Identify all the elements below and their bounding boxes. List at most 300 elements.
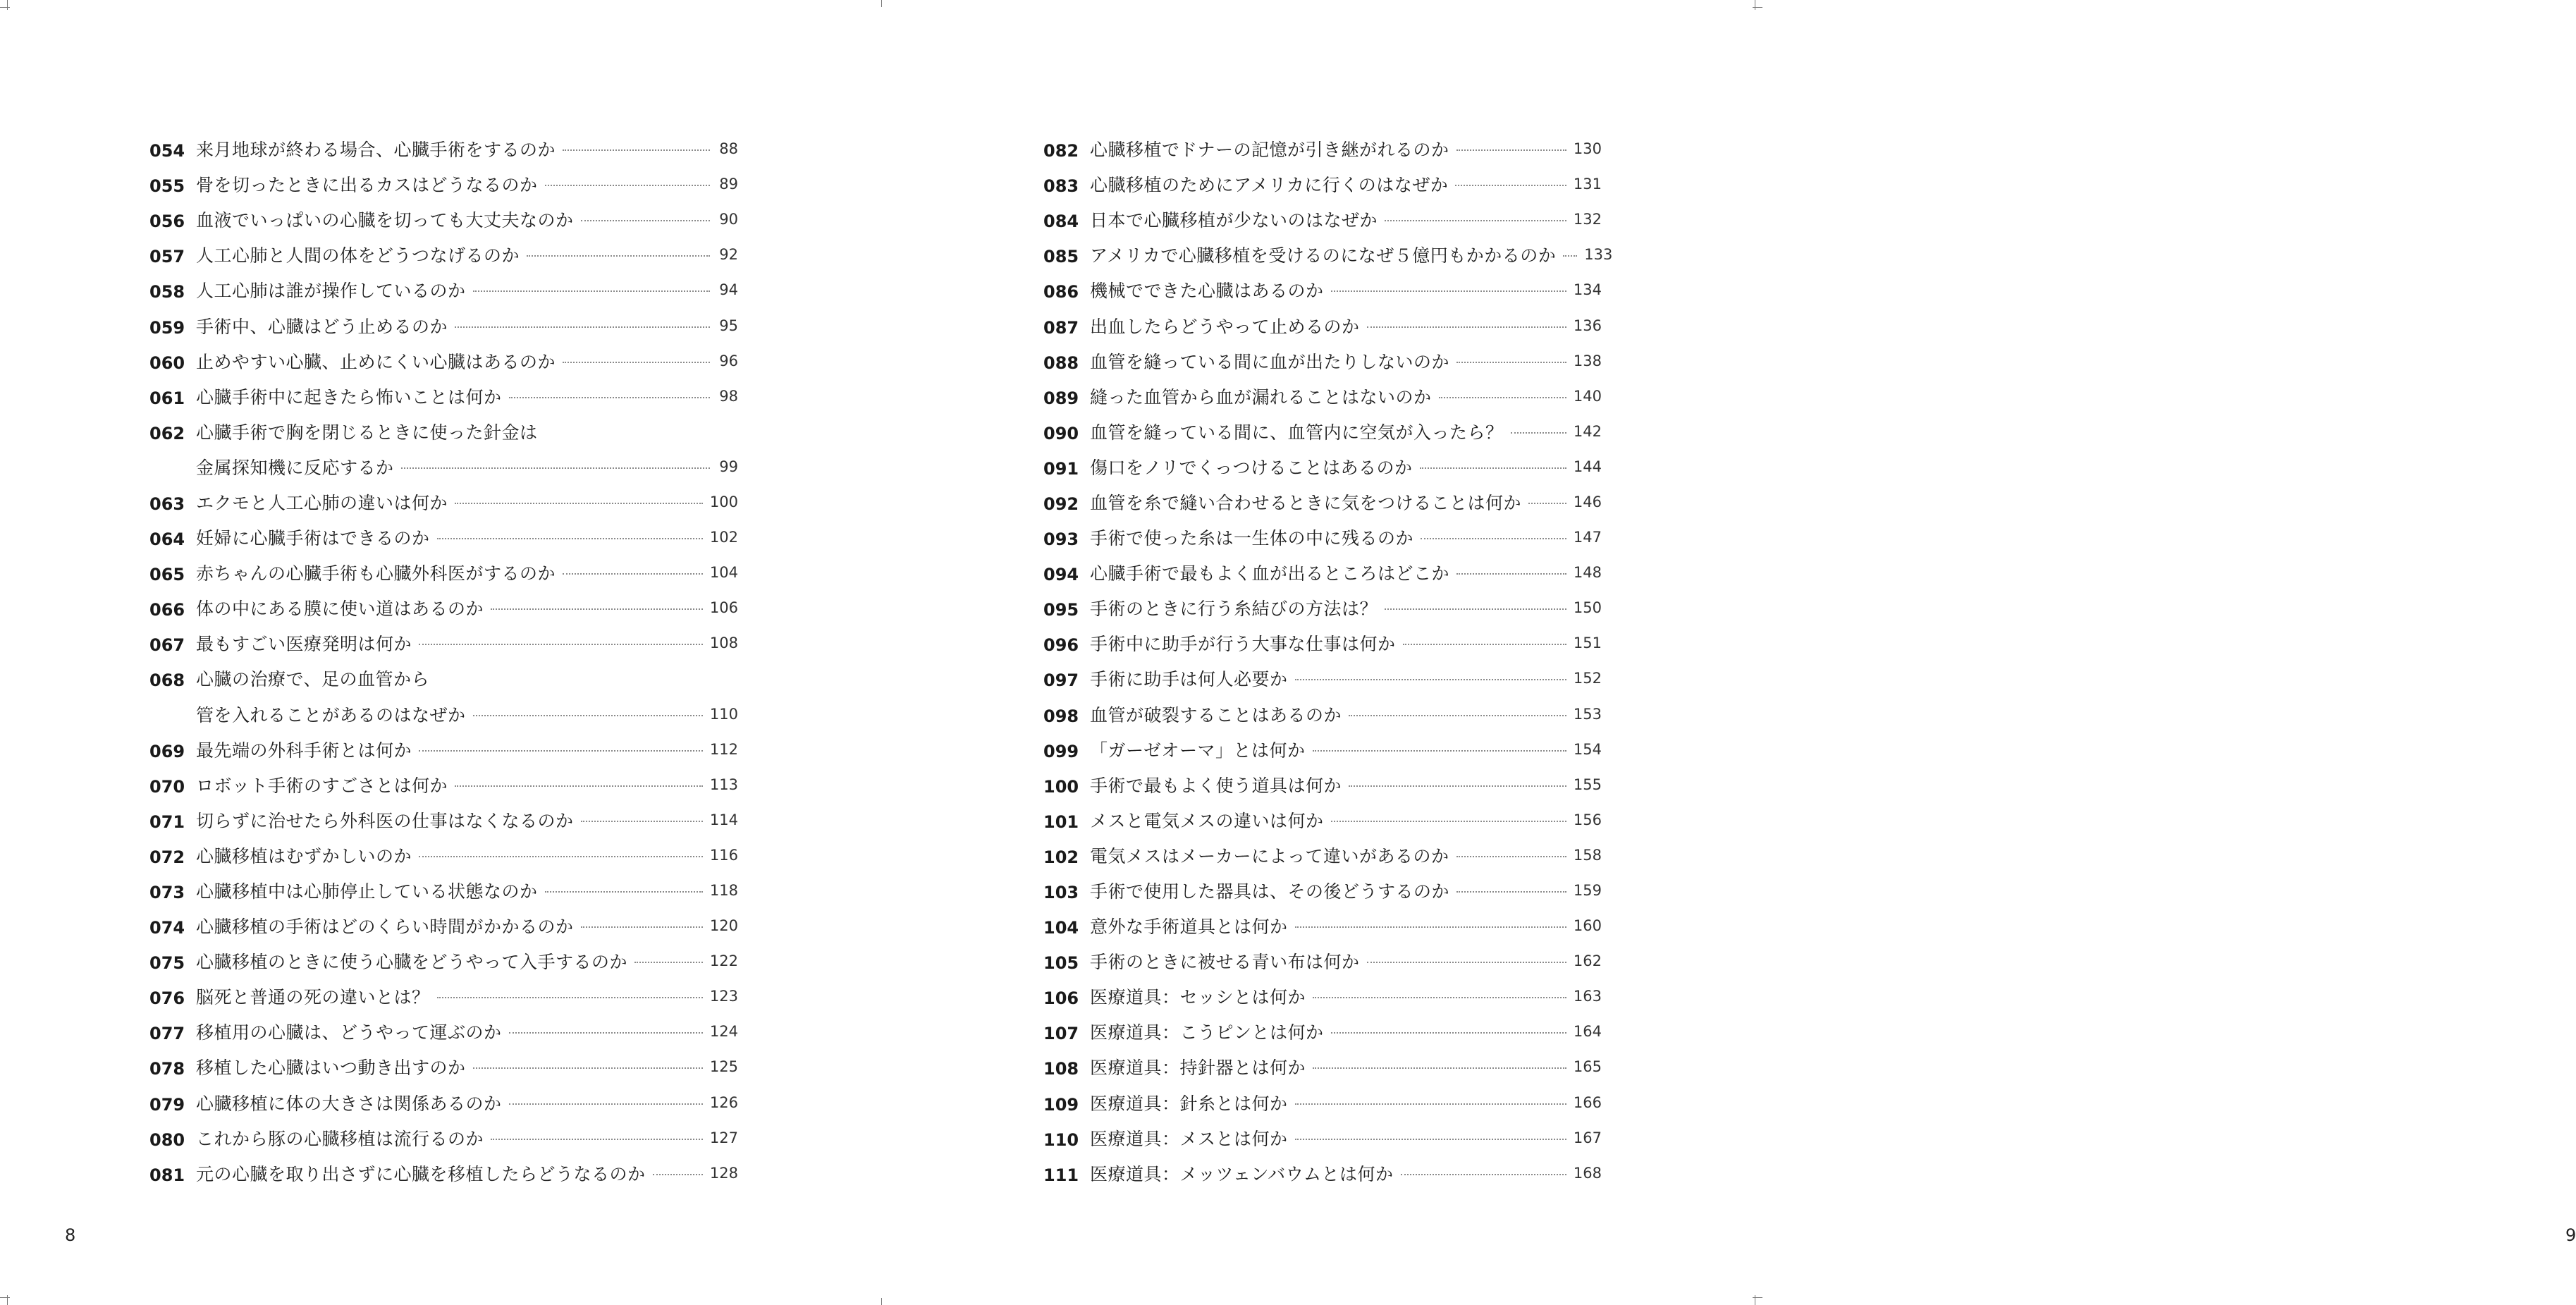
toc-entry-number: 074: [149, 918, 185, 938]
toc-entry-number: 097: [1043, 670, 1079, 691]
toc-entry-page: 96: [719, 352, 738, 369]
toc-entry-title: 医療道具：こうピンとは何か: [1090, 1022, 1324, 1043]
toc-entry-page: 94: [719, 281, 738, 299]
toc-entry: [1043, 1049, 1602, 1084]
crop-mark-bottom-left-v: [7, 1295, 8, 1305]
toc-entry-title: 心臓移植のためにアメリカに行くのはなぜか: [1090, 175, 1449, 196]
toc-entry-number: 064: [149, 529, 185, 550]
toc-entry-number: 104: [1043, 918, 1079, 938]
toc-entry-page: 152: [1573, 670, 1602, 687]
toc-entry: [1043, 237, 1613, 272]
toc-entry-line: [1043, 767, 1602, 802]
toc-entry-page: 89: [719, 176, 738, 193]
toc-entry-title: 電気メスはメーカーによって違いがあるのか: [1090, 845, 1449, 866]
toc-entry-page: 136: [1573, 317, 1602, 334]
toc-entry-number: 088: [1043, 353, 1079, 373]
toc-entry-title: ロボット手術のすごさとは何か: [196, 775, 448, 796]
toc-entry-line: [149, 1085, 738, 1120]
toc-entry-page: 123: [709, 988, 738, 1005]
toc-entry-page: 112: [709, 740, 738, 758]
toc-entry-line: [1043, 131, 1602, 166]
toc-entry-page: 127: [709, 1129, 738, 1146]
toc-entry-line: [149, 166, 738, 202]
toc-entry: [149, 979, 738, 1014]
toc-entry-line: [149, 520, 738, 555]
dotted-leader: [419, 644, 703, 645]
toc-entry: [1043, 555, 1602, 590]
toc-entry: [1043, 697, 1602, 732]
toc-entry: [1043, 979, 1602, 1014]
toc-entry-number: 077: [149, 1024, 185, 1044]
toc-entry-line: [1043, 484, 1602, 520]
toc-entry-page: 95: [719, 317, 738, 334]
toc-entry-line: [1043, 414, 1602, 449]
toc-entry-title: 血管を糸で縫い合わせるときに気をつけることは何か: [1090, 492, 1522, 513]
toc-entry: [1043, 343, 1602, 379]
dotted-leader: [401, 467, 710, 469]
toc-entry-number: 078: [149, 1059, 185, 1079]
toc-entry-page: 144: [1573, 458, 1602, 475]
dotted-leader: [545, 185, 710, 186]
toc-entry-page: 126: [709, 1093, 738, 1111]
dotted-leader: [1295, 679, 1566, 680]
dotted-leader: [1349, 785, 1566, 787]
toc-entry-number: 061: [149, 388, 185, 408]
toc-entry-page: 133: [1584, 246, 1613, 264]
crop-mark-top-left-v: [7, 0, 8, 10]
toc-entry-page: 132: [1573, 211, 1602, 228]
toc-entry-title: 医療道具：持針器とは何か: [1090, 1058, 1306, 1079]
toc-entry-line: [149, 802, 738, 838]
toc-entry-page: 100: [709, 493, 738, 510]
toc-entry: [149, 202, 738, 237]
toc-entry: [149, 873, 738, 908]
toc-entry-number: 068: [149, 670, 185, 691]
toc-entry-number: 102: [1043, 847, 1079, 867]
toc-entry-title: 移植用の心臓は、どうやって運ぶのか: [196, 1022, 502, 1043]
toc-entry-page: 124: [709, 1023, 738, 1041]
toc-entry: [1043, 449, 1602, 484]
dotted-leader: [491, 1139, 703, 1140]
toc-entry-title: 人工心肺と人間の体をどうつなげるのか: [196, 245, 520, 266]
toc-entry-page: 138: [1573, 352, 1602, 369]
toc-entry-line: [1043, 1120, 1602, 1156]
toc-entry: [149, 520, 738, 555]
dotted-leader: [1295, 926, 1566, 928]
dotted-leader: [1367, 326, 1566, 328]
toc-entry-page: 160: [1573, 917, 1602, 935]
toc-entry-page: 151: [1573, 635, 1602, 652]
dotted-leader: [1439, 397, 1566, 398]
toc-entry-title: 血管が破裂することはあるのか: [1090, 704, 1342, 725]
toc-entry-page: 158: [1573, 846, 1602, 864]
toc-entry-page: 88: [719, 140, 738, 158]
toc-entry-title: 最先端の外科手術とは何か: [196, 740, 412, 761]
toc-entry-title: 切らずに治せたら外科医の仕事はなくなるのか: [196, 810, 574, 831]
dotted-leader: [1331, 821, 1566, 822]
toc-entry: [1043, 520, 1602, 555]
crop-mark-top-center: [881, 0, 882, 7]
toc-entry-title: 管を入れることがあるのはなぜか: [196, 704, 466, 725]
toc-entry-page: 130: [1573, 140, 1602, 158]
toc-entry-title: 心臓移植でドナーの記憶が引き継がれるのか: [1090, 140, 1449, 161]
toc-entry-title: 心臓の治療で、足の血管から: [196, 669, 430, 690]
toc-entry-number: 101: [1043, 811, 1079, 832]
toc-entry-page: 128: [709, 1164, 738, 1182]
toc-entry-title: 日本で心臓移植が少ないのはなぜか: [1090, 210, 1378, 231]
dotted-leader: [1456, 573, 1566, 575]
dotted-leader: [1401, 1174, 1566, 1175]
toc-entry: [149, 307, 738, 343]
dotted-leader: [545, 891, 703, 893]
toc-entry-page: 134: [1573, 281, 1602, 299]
toc-entry: [1043, 908, 1602, 943]
dotted-leader: [563, 149, 710, 151]
toc-entry-title: 手術で使用した器具は、その後どうするのか: [1090, 881, 1450, 902]
toc-entry-page: 166: [1573, 1093, 1602, 1111]
dotted-leader: [473, 715, 703, 716]
toc-entry-page: 114: [709, 811, 738, 828]
dotted-leader: [1385, 220, 1566, 221]
toc-entry: [1043, 590, 1602, 625]
toc-entry-line: [1043, 838, 1602, 873]
toc-entry-page: 163: [1573, 988, 1602, 1005]
toc-entry-page: 156: [1573, 811, 1602, 828]
toc-entry-line: [1043, 908, 1602, 943]
toc-entry: [1043, 202, 1602, 237]
toc-entry-number: 067: [149, 635, 185, 656]
toc-entry-title: 赤ちゃんの心臓手術も心臓外科医がするのか: [196, 563, 556, 584]
dotted-leader: [563, 573, 703, 575]
dotted-leader: [1313, 750, 1566, 752]
toc-entry-page: 118: [709, 882, 738, 900]
toc-entry-line: [149, 732, 738, 767]
toc-entry: [149, 838, 738, 873]
toc-entry-number: 111: [1043, 1165, 1079, 1185]
toc-entry-number: 081: [149, 1165, 185, 1185]
toc-entry: [149, 625, 738, 661]
toc-entry-page: 90: [719, 211, 738, 228]
toc-entry-line: [149, 873, 738, 908]
toc-entry-title: 心臓移植に体の大きさは関係あるのか: [196, 1093, 502, 1114]
toc-entry-title: 出血したらどうやって止めるのか: [1090, 316, 1360, 337]
toc-entry-number: 091: [1043, 458, 1079, 479]
toc-entry-title: 止めやすい心臓、止めにくい心臓はあるのか: [196, 351, 556, 372]
toc-entry-title: 妊婦に心臓手術はできるのか: [196, 528, 430, 549]
toc-entry-line: [149, 908, 738, 943]
toc-entry-page: 106: [709, 599, 738, 617]
toc-entry-page: 168: [1573, 1164, 1602, 1182]
dotted-leader: [563, 362, 710, 363]
toc-entry-title: 心臓手術で最もよく血が出るところはどこか: [1090, 563, 1450, 584]
toc-entry: [1043, 1156, 1602, 1191]
toc-entry-page: 155: [1573, 776, 1602, 793]
toc-entry-number: 109: [1043, 1094, 1079, 1115]
crop-mark-top-left: [0, 7, 10, 8]
toc-entry-page: 108: [709, 635, 738, 652]
toc-entry-title: 心臓移植のときに使う心臓をどうやって入手するのか: [196, 952, 628, 973]
table-of-contents-left: [149, 131, 738, 1191]
toc-entry-line: [1043, 166, 1602, 202]
toc-entry-line: [1043, 237, 1613, 272]
toc-entry-line: [149, 767, 738, 802]
toc-entry-number: 089: [1043, 388, 1079, 408]
toc-entry: [149, 661, 738, 731]
toc-entry-title: 手術のときに行う糸結びの方法は？: [1090, 599, 1378, 620]
toc-entry-page: 110: [709, 705, 738, 723]
dotted-leader: [1456, 891, 1566, 893]
toc-entry-title: 意外な手術道具とは何か: [1090, 917, 1288, 938]
toc-entry-line: [1043, 732, 1602, 767]
toc-entry: [149, 1014, 738, 1049]
toc-entry: [1043, 272, 1602, 307]
toc-entry-line: [1043, 697, 1602, 732]
dotted-leader: [1403, 644, 1566, 645]
toc-entry-title: 機械でできた心臓はあるのか: [1090, 281, 1324, 302]
toc-entry: [1043, 1014, 1602, 1049]
toc-entry: [149, 1049, 738, 1084]
toc-entry-title: 最もすごい医療発明は何か: [196, 634, 412, 655]
toc-entry-page: 104: [709, 564, 738, 582]
toc-entry-line: [1043, 1156, 1602, 1191]
dotted-leader: [1455, 185, 1566, 186]
toc-entry-title: 骨を切ったときに出るカスはどうなるのか: [196, 175, 538, 196]
toc-entry-page: 131: [1573, 176, 1602, 193]
toc-entry-number: 108: [1043, 1059, 1079, 1079]
toc-entry: [149, 237, 738, 272]
toc-entry-page: 120: [709, 917, 738, 935]
dotted-leader: [509, 1103, 703, 1105]
toc-entry-page: 147: [1573, 529, 1602, 546]
toc-entry-line: [149, 943, 738, 979]
toc-entry-number: 096: [1043, 635, 1079, 656]
toc-entry-line: [1043, 449, 1602, 484]
toc-entry-title: メスと電気メスの違いは何か: [1090, 810, 1324, 831]
toc-entry-page: 167: [1573, 1129, 1602, 1146]
toc-entry-page: 125: [709, 1058, 738, 1076]
toc-entry-number: 057: [149, 247, 185, 267]
toc-entry-number: 065: [149, 565, 185, 585]
toc-entry-title: 移植した心臓はいつ動き出すのか: [196, 1058, 466, 1079]
toc-entry-number: 076: [149, 988, 185, 1009]
toc-entry-number: 069: [149, 741, 185, 761]
toc-entry: [149, 166, 738, 202]
toc-entry-line: [1043, 307, 1602, 343]
toc-entry-page: 122: [709, 952, 738, 970]
toc-entry-line: [1043, 520, 1602, 555]
toc-entry-line: [1043, 202, 1602, 237]
toc-entry-number: 071: [149, 811, 185, 832]
toc-entry-number: 082: [1043, 141, 1079, 161]
toc-entry-line: [149, 590, 738, 625]
dotted-leader: [1385, 608, 1566, 610]
toc-entry-number: 059: [149, 317, 185, 338]
toc-entry-page: 99: [719, 458, 738, 475]
toc-entry: [1043, 661, 1602, 696]
toc-entry-line: [1043, 343, 1602, 379]
toc-entry: [149, 767, 738, 802]
toc-entry: [149, 272, 738, 307]
toc-entry-title: 血管を縫っている間に血が出たりしないのか: [1090, 351, 1450, 372]
toc-entry-title: 傷口をノリでくっつけることはあるのか: [1090, 457, 1413, 478]
crop-mark-bottom-center: [881, 1298, 882, 1305]
toc-entry-number: 062: [149, 423, 185, 443]
toc-entry-line: [149, 1014, 738, 1049]
toc-entry-title: 縫った血管から血が漏れることはないのか: [1090, 386, 1432, 408]
dotted-leader: [473, 290, 710, 292]
toc-entry: [1043, 838, 1602, 873]
dotted-leader: [1456, 856, 1566, 857]
dotted-leader: [1331, 1032, 1566, 1034]
toc-entry-page: 159: [1573, 882, 1602, 900]
toc-entry-line: [149, 414, 738, 449]
dotted-leader: [455, 503, 703, 504]
toc-entry-page: 102: [709, 529, 738, 546]
toc-entry-title: 手術中に助手が行う大事な仕事は何か: [1090, 634, 1396, 655]
toc-entry-line: [149, 131, 738, 166]
table-of-contents-right: [1043, 131, 1613, 1191]
toc-entry-line: [149, 449, 738, 484]
toc-entry-title: これから豚の心臓移植は流行るのか: [196, 1128, 484, 1149]
toc-entry-title: 医療道具：針糸とは何か: [1090, 1093, 1288, 1114]
toc-entry-title: 手術のときに被せる青い布は何か: [1090, 952, 1360, 973]
toc-entry-line: [149, 697, 738, 732]
dotted-leader: [437, 997, 703, 998]
toc-entry-title: 手術に助手は何人必要か: [1090, 669, 1288, 690]
toc-entry-number: 058: [149, 282, 185, 302]
toc-entry-line: [149, 379, 738, 414]
toc-entry-number: 086: [1043, 282, 1079, 302]
toc-entry-title: 体の中にある膜に使い道はあるのか: [196, 599, 484, 620]
toc-entry-line: [149, 237, 738, 272]
toc-entry-number: 098: [1043, 706, 1079, 726]
toc-entry: [1043, 802, 1602, 838]
toc-entry-line: [1043, 555, 1602, 590]
toc-entry-page: 153: [1573, 705, 1602, 723]
toc-entry: [1043, 873, 1602, 908]
toc-entry: [149, 732, 738, 767]
toc-entry-number: 055: [149, 176, 185, 197]
toc-entry-page: 165: [1573, 1058, 1602, 1076]
toc-entry: [1043, 1120, 1602, 1156]
toc-entry-line: [1043, 873, 1602, 908]
dotted-leader: [455, 326, 710, 328]
toc-entry-page: 146: [1573, 493, 1602, 510]
dotted-leader: [581, 821, 703, 822]
toc-entry: [149, 555, 738, 590]
toc-entry-line: [149, 1156, 738, 1191]
toc-entry-number: 099: [1043, 741, 1079, 761]
dotted-leader: [491, 608, 703, 610]
toc-entry-line: [1043, 943, 1602, 979]
toc-entry: [149, 131, 738, 166]
toc-entry-number: 075: [149, 953, 185, 974]
toc-entry-title: 手術中、心臓はどう止めるのか: [196, 316, 448, 337]
toc-entry-number: 054: [149, 141, 185, 161]
toc-entry: [149, 343, 738, 379]
toc-entry-title: 医療道具：メッツェンバウムとは何か: [1090, 1163, 1394, 1184]
toc-entry-title: 元の心臓を取り出さずに心臓を移植したらどうなるのか: [196, 1163, 646, 1184]
toc-entry-page: 164: [1573, 1023, 1602, 1041]
toc-entry-line: [149, 838, 738, 873]
toc-entry-number: 063: [149, 494, 185, 514]
toc-entry: [1043, 484, 1602, 520]
toc-entry-title: 心臓移植中は心肺停止している状態なのか: [196, 881, 538, 902]
toc-entry: [1043, 943, 1602, 979]
toc-entry-title: 血管を縫っている間に、血管内に空気が入ったら？: [1090, 422, 1504, 443]
toc-entry-title: 脳死と普通の死の違いとは？: [196, 987, 430, 1008]
dotted-leader: [527, 255, 710, 257]
toc-entry: [1043, 307, 1602, 343]
toc-entry-number: 056: [149, 212, 185, 232]
toc-entry-number: 066: [149, 600, 185, 620]
dotted-leader: [1295, 1103, 1566, 1105]
toc-entry: [1043, 732, 1602, 767]
toc-entry-title: 手術で最もよく使う道具は何か: [1090, 775, 1342, 796]
toc-entry-title: アメリカで心臓移植を受けるのになぜ５億円もかかるのか: [1090, 245, 1557, 266]
toc-entry-line: [1043, 661, 1602, 696]
toc-entry-page: 142: [1573, 422, 1602, 440]
toc-entry: [1043, 166, 1602, 202]
toc-entry-number: 106: [1043, 988, 1079, 1009]
toc-entry-number: 084: [1043, 212, 1079, 232]
toc-entry: [149, 943, 738, 979]
crop-mark-bottom-left: [0, 1297, 10, 1298]
toc-entry-number: 079: [149, 1094, 185, 1115]
toc-entry-line: [149, 343, 738, 379]
toc-entry-line: [1043, 272, 1602, 307]
dotted-leader: [419, 856, 703, 857]
dotted-leader: [1563, 255, 1577, 257]
toc-entry-line: [1043, 379, 1602, 414]
toc-entry-line: [149, 979, 738, 1014]
toc-entry: [1043, 131, 1602, 166]
toc-entry: [1043, 379, 1602, 414]
toc-entry-line: [1043, 979, 1602, 1014]
toc-entry-line: [149, 272, 738, 307]
toc-entry: [1043, 414, 1602, 449]
toc-entry-page: 162: [1573, 952, 1602, 970]
toc-entry: [149, 1085, 738, 1120]
toc-entry-number: 107: [1043, 1024, 1079, 1044]
toc-entry-title: 医療道具：セッシとは何か: [1090, 987, 1306, 1008]
dotted-leader: [455, 785, 703, 787]
toc-entry-number: 110: [1043, 1129, 1079, 1150]
page-number-right: 9: [2565, 1225, 2576, 1245]
toc-entry: [1043, 767, 1602, 802]
toc-entry-page: 116: [709, 846, 738, 864]
toc-entry: [149, 590, 738, 625]
toc-entry-line: [149, 1049, 738, 1084]
left-page: [0, 0, 881, 1305]
toc-entry-title: 心臓手術で胸を閉じるときに使った針金は: [196, 422, 538, 443]
toc-entry-number: 073: [149, 883, 185, 903]
toc-entry-title: 心臓移植の手術はどのくらい時間がかかるのか: [196, 917, 574, 938]
toc-entry-page: 140: [1573, 387, 1602, 405]
toc-entry-line: [1043, 1014, 1602, 1049]
dotted-leader: [1511, 432, 1566, 434]
dotted-leader: [1367, 962, 1566, 963]
dotted-leader: [1456, 149, 1566, 151]
dotted-leader: [1313, 1067, 1566, 1069]
toc-entry: [149, 1120, 738, 1156]
toc-entry-page: 150: [1573, 599, 1602, 617]
toc-entry: [149, 802, 738, 838]
dotted-leader: [419, 750, 703, 752]
toc-entry-title: 来月地球が終わる場合、心臓手術をするのか: [196, 140, 556, 161]
dotted-leader: [1528, 503, 1566, 504]
dotted-leader: [1295, 1139, 1566, 1140]
